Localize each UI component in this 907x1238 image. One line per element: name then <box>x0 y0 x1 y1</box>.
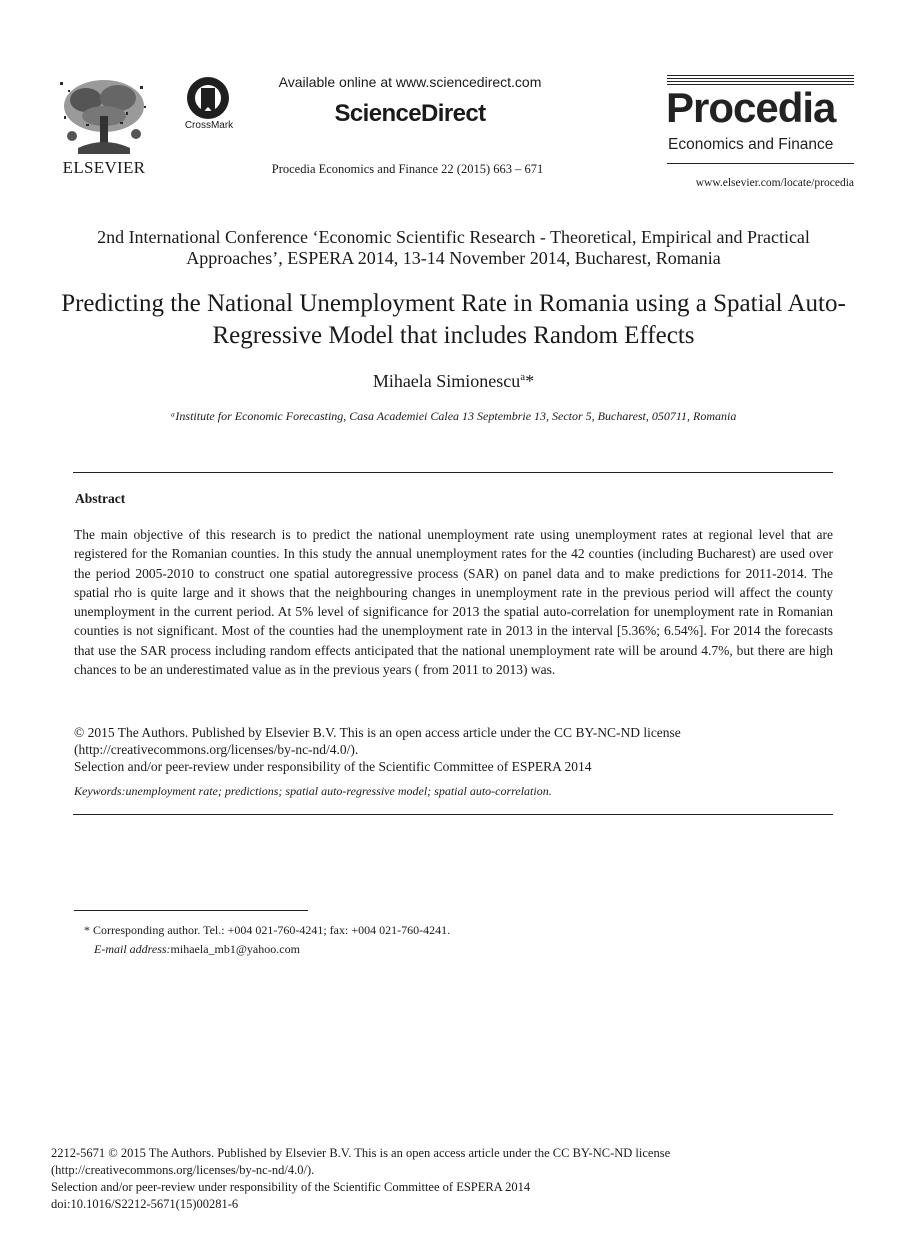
footer-peer-review: Selection and/or peer-review under responsibility of the Scientific Committee of ESPERA 2014 <box>51 1180 531 1194</box>
available-online-text: Available online at www.sciencedirect.com <box>278 74 542 90</box>
procedia-wordmark: Procedia <box>666 84 836 131</box>
peer-review-line: Selection and/or peer-review under responsibility of the Scientific Committee of ESPERA 2014 <box>74 759 592 774</box>
keywords: Keywords:unemployment rate; predictions; spatial auto-regressive model; spatial auto-correlation. <box>74 784 552 798</box>
author-affiliation: ᵃInstitute for Economic Forecasting, Casa Academiei Calea 13 Septembrie 13, Sector 5, Bucharest, 050711, Romania <box>170 409 737 423</box>
abstract-heading: Abstract <box>75 491 126 506</box>
abstract-top-divider <box>73 472 833 473</box>
conference-name: 2nd International Conference ‘Economic Scientific Research - Theoretical, Empirical and Practical Approaches’, ESPERA 2014, 13-14 November 2014, Bucharest, Romania <box>97 227 810 268</box>
footer-license-link[interactable]: (http://creativecommons.org/licenses/by-nc-nd/4.0/). <box>51 1163 315 1177</box>
paper-title: Predicting the National Unemployment Rate in Romania using a Spatial Auto-Regressive Model that includes Random Effects <box>61 290 846 349</box>
email-line <box>84 940 784 959</box>
author-name: Mihaela Simionescu <box>372 371 521 391</box>
copyright-block <box>74 724 834 775</box>
procedia-url-link[interactable]: www.elsevier.com/locate/procedia <box>695 177 854 189</box>
author-line <box>60 371 847 392</box>
sciencedirect-wordmark: ScienceDirect <box>334 100 486 127</box>
journal-citation: Procedia Economics and Finance 22 (2015) 663 – 671 <box>271 162 544 176</box>
page-footer <box>51 1145 851 1213</box>
corresponding-author-note: * Corresponding author. Tel.: +004 021-760-4241; fax: +004 021-760-4241. <box>84 923 451 937</box>
email-address[interactable]: mihaela_mb1@yahoo.com <box>170 942 300 956</box>
email-label: E-mail address: <box>94 942 171 956</box>
procedia-subtitle: Economics and Finance <box>668 136 834 153</box>
abstract-bottom-divider <box>73 814 833 815</box>
abstract-body: The main objective of this research is to predict the national unemployment rate using unemployment rates at regional level that are registered for the Romanian counties. In this study the annual unemployment rates for the 42 counties (including Bucharest) are used over the period 2005-2010 to construct one spatial autoregressive process (SAR) on panel data and to make predictions for 2011-2014. The spatial rho is quite large and it shows that the neighbouring changes in unemployment rate in the previous period will affect the county unemployment in the current period. At 5% level of significance for 2013 the spatial auto-correlation for unemployment rate in Romanian counties is not significant. Most of the counties had the unemployment rate in 2013 in the interval [5.36%; 6.54%]. For 2014 the forecasts that use the SAR process including random effects anticipated that the national unemployment rate will be around 4.7%, but there are high chances to be an underestimated value as in the previous years ( from 2011 to 2013) was. <box>74 527 833 678</box>
procedia-divider <box>667 163 854 164</box>
author-affiliation-mark: a <box>520 371 526 383</box>
corresponding-star: * <box>525 371 535 391</box>
crossmark-label: CrossMark <box>184 120 234 131</box>
elsevier-wordmark: ELSEVIER <box>62 158 146 177</box>
footer-issn-line: 2212-5671 © 2015 The Authors. Published by Elsevier B.V. This is an open access article under the CC BY-NC-ND license <box>51 1146 671 1160</box>
copyright-line: © 2015 The Authors. Published by Elsevier B.V. This is an open access article under the CC BY-NC-ND license <box>74 725 681 740</box>
footer-doi[interactable]: doi:10.1016/S2212-5671(15)00281-6 <box>51 1197 239 1211</box>
footnote-divider <box>74 910 308 911</box>
license-link[interactable]: (http://creativecommons.org/licenses/by-nc-nd/4.0/). <box>74 742 359 757</box>
footnote <box>84 921 784 959</box>
